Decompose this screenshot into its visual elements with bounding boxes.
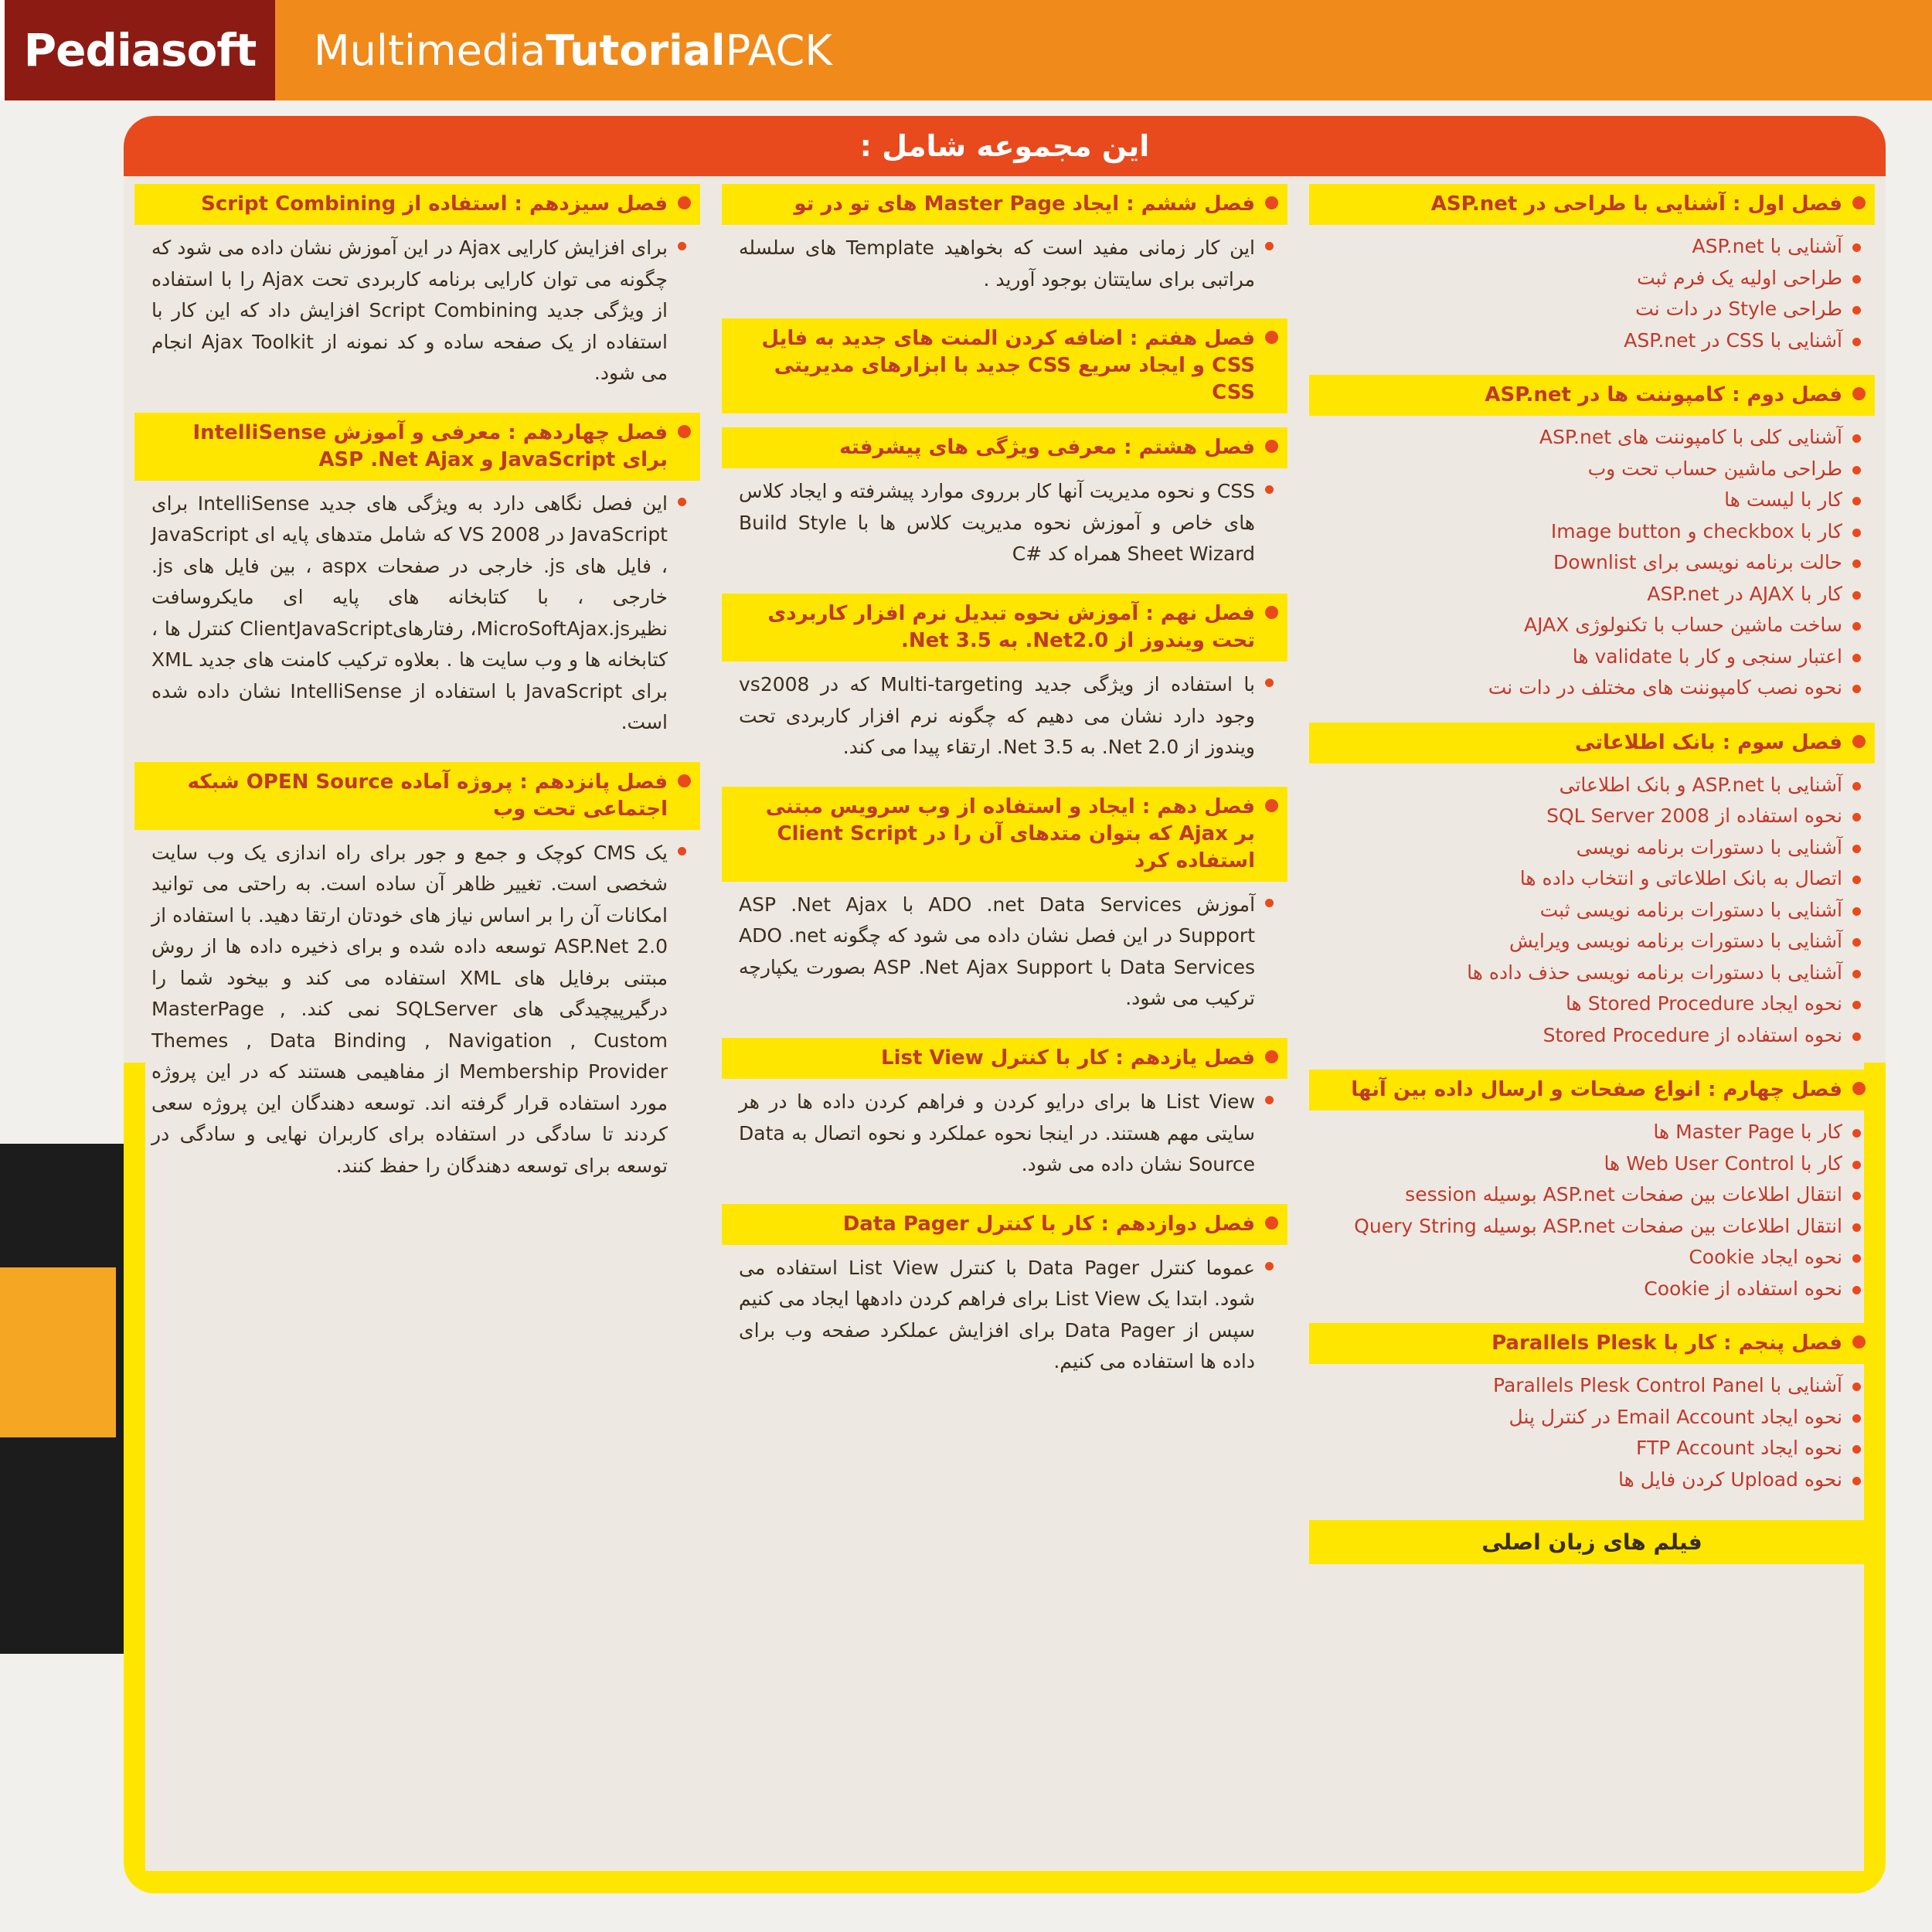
list-item-label: آشنایی با دستورات برنامه نویسی حذف داده ها: [1467, 961, 1842, 984]
list-item[interactable]: [1309, 832, 1875, 864]
chapter-item-list: [1309, 1367, 1875, 1503]
chapter-title-text: فصل پنجم : کار با Parallels Plesk: [1492, 1332, 1842, 1355]
list-item[interactable]: [1309, 579, 1875, 611]
chapter-title[interactable]: [722, 787, 1287, 882]
bullet-dot-icon: [1852, 1129, 1861, 1138]
list-item[interactable]: [1309, 1211, 1875, 1243]
bullet-dot-icon: [1852, 560, 1861, 568]
brand-name: Pediasoft: [23, 24, 257, 77]
list-item[interactable]: [1309, 863, 1875, 895]
list-item[interactable]: [1309, 516, 1875, 548]
list-item-label: آشنایی با Parallels Plesk Control Panel: [1493, 1374, 1842, 1397]
bullet-dot-icon: [1852, 497, 1861, 505]
bullet-dot-icon: [1265, 1096, 1274, 1104]
bullet-icon: [1265, 1216, 1278, 1230]
bullet-dot-icon: [1265, 899, 1274, 907]
chapter-description-text: CSS و نحوه مدیریت آنها کار برروی موارد پیشرفته و ایجاد کلاس های خاص و آموزش نحوه مدیریت کلاس ها با Build Style Sheet Wizard همراه کد #C: [739, 480, 1255, 566]
bullet-dot-icon: [1852, 243, 1861, 252]
chapter-title[interactable]: [134, 762, 700, 830]
spacer: [722, 583, 1287, 594]
chapter-title[interactable]: [1309, 375, 1875, 416]
chapter-columns: [124, 176, 1886, 1893]
chapter-description-text: با استفاده از ویژگی جدید Multi-targeting که در vs2008 وجود دارد نشان می دهیم که چگونه نرم افزار کاربردی تحت ویندوز از Net 2.0. به Net 3.5. ارتقاء پیدا می کند.: [739, 673, 1255, 759]
list-item[interactable]: [1309, 957, 1875, 989]
bullet-dot-icon: [1852, 1161, 1861, 1169]
decor-orange-block: [0, 1267, 116, 1437]
list-item-label: نحوه ایجاد FTP Account: [1636, 1437, 1842, 1460]
column-left-inner: [124, 176, 711, 1228]
chapter-title[interactable]: [1309, 1070, 1875, 1111]
chapter-title-text: فصل چهارم : انواع صفحات و ارسال داده بین آنها: [1351, 1078, 1842, 1102]
spacer: [1309, 712, 1875, 723]
chapter-title-text: فصل هشتم : معرفی ویژگی های پیشرفته: [839, 436, 1255, 460]
list-item-label: آشنایی با ASP.net: [1692, 235, 1842, 258]
bullet-dot-icon: [1852, 338, 1861, 346]
bullet-dot-icon: [1852, 1477, 1861, 1485]
bullet-icon: [1852, 1335, 1866, 1349]
chapter-description: [134, 833, 700, 1195]
bullet-dot-icon: [1852, 466, 1861, 474]
bullet-icon: [1852, 1082, 1866, 1095]
list-item-label: کار با لیست ها: [1724, 488, 1842, 512]
list-item[interactable]: [1309, 454, 1875, 485]
bullet-icon: [1265, 799, 1278, 812]
chapter-title[interactable]: [722, 594, 1287, 662]
bullet-dot-icon: [1852, 1223, 1861, 1232]
chapter-description: [134, 484, 700, 751]
spacer: [722, 308, 1287, 318]
bullet-dot-icon: [678, 498, 686, 506]
column-right-inner: [1298, 176, 1886, 1587]
spacer: [722, 417, 1287, 427]
bullet-dot-icon: [1852, 591, 1861, 600]
chapter-description: [722, 228, 1287, 308]
bullet-dot-icon: [1265, 242, 1274, 250]
list-item-label: انتقال اطلاعات بین صفحات ASP.net بوسیله Query String: [1354, 1214, 1842, 1237]
bullet-dot-icon: [1265, 485, 1274, 494]
list-item[interactable]: [1309, 926, 1875, 957]
list-item-label: ساخت ماشین حساب با تکنولوژی AJAX: [1524, 614, 1842, 637]
bullet-dot-icon: [1852, 1001, 1861, 1009]
chapter-description-text: یک CMS کوچک و جمع و جور برای راه اندازی یک وب سایت شخصی است. تغییر ظاهر آن ساده است. به راحتی می توانید امکانات آن را بر اساس نیاز های خودتان ارتقا دهید. با استفاده از ASP.Net 2.0 توسعه داده شده و برای ذخیره داده ها از روش مبتنی برفایل های XML استفاده می کند و بیخود شما را درگیرپیچیدگی های SQLServer نمی کند. MasterPage , Themes , Data Binding , Navigation , Custom Membership Provider از مفاهیمی هستند که در این پروژه مورد استفاده قرار گرفته اند. توسعه دهندگان این پروژه سعی کردند تا سادگی در استفاده برای کاربران نهایی و سادگی در توسعه برای توسعه دهندگان را حفظ کنند.: [151, 841, 668, 1177]
brand-logo: [0, 0, 275, 100]
list-item-label: کار با Master Page ها: [1653, 1121, 1842, 1144]
header-title-part1: Multimedia: [314, 26, 546, 75]
chapter-title[interactable]: [134, 184, 700, 225]
chapter-title-text: فصل دوم : کامپوننت ها در ASP.net: [1485, 383, 1842, 407]
column-middle-inner: [711, 176, 1298, 1424]
chapter-title[interactable]: [722, 1204, 1287, 1245]
list-item-label: آشنایی با دستورات برنامه نویسی ثبت: [1539, 898, 1842, 921]
chapter-title-text: فصل سیزدهم : استفاده از Script Combining: [201, 192, 668, 216]
list-item[interactable]: [1309, 1464, 1875, 1496]
list-item[interactable]: [1309, 1179, 1875, 1211]
list-item-label: نحوه ایجاد Cookie: [1689, 1246, 1842, 1269]
chapter-description-text: این کار زمانی مفید است که بخواهید Template های سلسله مراتبی برای سایتتان بوجود آورید .: [739, 236, 1255, 291]
list-item[interactable]: [1309, 770, 1875, 801]
chapter-item-list: [1309, 1114, 1875, 1312]
list-item[interactable]: [1309, 641, 1875, 673]
list-item[interactable]: [1309, 1402, 1875, 1434]
list-item-label: کار با checkbox و Image button: [1550, 519, 1842, 543]
chapter-item-list: [1309, 419, 1875, 712]
bullet-icon: [1265, 606, 1278, 619]
bullet-dot-icon: [1852, 1445, 1861, 1454]
list-item-label: آشنایی با دستورات برنامه نویسی ویرایش: [1509, 930, 1842, 953]
bullet-dot-icon: [1852, 654, 1861, 662]
list-item[interactable]: [1309, 672, 1875, 704]
chapter-title[interactable]: [1309, 1323, 1875, 1364]
list-item-label: نحوه استفاده از Cookie: [1644, 1277, 1842, 1300]
chapter-description: [722, 1248, 1287, 1390]
list-item[interactable]: [1309, 801, 1875, 832]
bullet-icon: [1265, 1050, 1278, 1063]
chapter-description: [134, 228, 700, 402]
list-item-label: طراحی ماشین حساب تحت وب: [1587, 457, 1842, 480]
card-title: این مجموعه شامل :: [124, 116, 1886, 176]
spacer: [1309, 1503, 1875, 1514]
list-item-label: طراحی Style در دات نت: [1635, 298, 1842, 321]
bullet-icon: [678, 425, 691, 438]
list-item[interactable]: [1309, 1242, 1875, 1274]
chapter-description-text: عموما کنترل Data Pager با کنترل List View استفاده می شود. ابتدا یک List View برای فراهم کردن دادهها ایجاد می کنیم سپس از Data Pager برای افزایش عملکرد صفحه وب برای داده ها استفاده می کنیم.: [739, 1256, 1255, 1373]
bullet-dot-icon: [1852, 1383, 1861, 1391]
spacer: [134, 1194, 700, 1205]
list-item[interactable]: [1309, 1274, 1875, 1305]
bullet-dot-icon: [1852, 813, 1861, 821]
bullet-icon: [1265, 440, 1278, 453]
chapter-title[interactable]: [722, 1038, 1287, 1079]
bullet-dot-icon: [1265, 1262, 1274, 1270]
list-item-label: آشنایی با دستورات برنامه نویسی: [1576, 835, 1842, 859]
chapter-title[interactable]: [722, 427, 1287, 468]
chapter-title-text: فصل دوازدهم : کار با کنترل Data Pager: [842, 1212, 1255, 1236]
list-item[interactable]: [1309, 895, 1875, 927]
chapter-description-text: List View ها برای درایو کردن و فراهم کردن داده ها در هر سایتی مهم هستند. در اینجا نحوه عملکرد و نحوه اتصال به Data Source نشان داده می شود.: [739, 1090, 1255, 1176]
bullet-icon: [1265, 196, 1278, 209]
list-item-label: آشنایی با ASP.net و بانک اطلاعاتی: [1559, 773, 1842, 796]
list-item[interactable]: [1309, 1117, 1875, 1148]
bullet-dot-icon: [1852, 845, 1861, 853]
spacer: [722, 776, 1287, 787]
spacer: [1309, 364, 1875, 375]
chapter-description-text: این فصل نگاهی دارد به ویژگی های جدید IntelliSense برای JavaScript در VS 2008 که شامل متدهای پایه ای JavaScript ، فایل های js. خارجی در صفحات aspx ، بین فایل های js. خارجی ، با کتابخانه های پایه ای مایکروسافت نظیرMicroSoftAjax.js، رفتارهایClientJavaScript کنترل ها ، کتابخانه ها و وب سایت ها . بعلاوه ترکیب کامنت های جدید XML برای JavaScript با استفاده از IntelliSense نشان داده شده است.: [151, 492, 668, 734]
chapter-title[interactable]: [134, 413, 700, 481]
chapter-title-text: فصل ششم : ایجاد Master Page های تو در تو: [794, 192, 1255, 216]
chapter-description: [722, 665, 1287, 776]
spacer: [134, 751, 700, 762]
list-item-label: اتصال به بانک اطلاعاتی و انتخاب داده ها: [1519, 867, 1842, 890]
column-left: [124, 176, 711, 1893]
bullet-dot-icon: [1852, 1414, 1861, 1423]
list-item[interactable]: [1309, 231, 1875, 263]
list-item[interactable]: [1309, 325, 1875, 357]
bullet-icon: [1852, 196, 1866, 209]
list-item[interactable]: [1309, 294, 1875, 325]
bullet-dot-icon: [1265, 679, 1274, 687]
bullet-dot-icon: [1852, 907, 1861, 916]
bullet-dot-icon: [1852, 275, 1861, 284]
list-item-label: نحوه استفاده از Stored Procedure: [1543, 1023, 1842, 1046]
spacer: [722, 1390, 1287, 1401]
list-item[interactable]: [1309, 422, 1875, 454]
header-title-part3: PACK: [725, 26, 832, 75]
spacer: [1309, 1312, 1875, 1323]
bullet-icon: [1852, 735, 1866, 748]
list-item[interactable]: [1309, 1020, 1875, 1052]
list-item[interactable]: [1309, 547, 1875, 579]
list-item[interactable]: [1309, 263, 1875, 294]
bullet-icon: [678, 196, 691, 209]
header-title-part2: Tutorial: [546, 26, 726, 75]
bullet-dot-icon: [1852, 938, 1861, 947]
list-item-label: حالت برنامه نویسی برای Downlist: [1553, 551, 1842, 574]
chapter-title-text: فصل اول : آشنایی با طراحی در ASP.net: [1430, 192, 1842, 216]
list-item-label: کار با AJAX در ASP.net: [1647, 582, 1842, 605]
bullet-dot-icon: [1852, 306, 1861, 315]
list-item-label: انتقال اطلاعات بین صفحات ASP.net بوسیله session: [1405, 1183, 1842, 1206]
chapter-title[interactable]: [722, 184, 1287, 225]
bullet-dot-icon: [678, 847, 686, 855]
chapter-title-text: فصل پانزدهم : پروژه آماده OPEN Source شبکه اجتماعی تحت وب: [187, 770, 668, 821]
list-item[interactable]: [1309, 1148, 1875, 1180]
footer-note: فیلم های زبان اصلی: [1309, 1520, 1875, 1564]
chapter-title-text: فصل چهاردهم : معرفی و آموزش IntelliSense برای JavaScript و ASP .Net Ajax: [192, 420, 668, 471]
list-item[interactable]: [1309, 1433, 1875, 1464]
column-middle: [711, 176, 1298, 1893]
bullet-dot-icon: [1852, 1254, 1861, 1263]
spacer: [722, 1027, 1287, 1038]
spacer: [1309, 1059, 1875, 1070]
list-item-label: طراحی اولیه یک فرم ثبت: [1637, 266, 1842, 289]
chapter-title-text: فصل دهم : ایجاد و استفاده از وب سرویس مبتنی بر Ajax که بتوان متدهای آن را در Client Script استفاده کرد: [765, 794, 1255, 872]
bullet-dot-icon: [1852, 685, 1861, 693]
spacer: [722, 1193, 1287, 1204]
chapter-item-list: [1309, 767, 1875, 1060]
header-title: [275, 0, 1932, 100]
chapter-description-text: آموزش ADO .net Data Services با ASP .Net Ajax Support در این فصل نشان داده می شود که چگونه ADO .net Data Services با ASP .Net Ajax Support بصورت یکپارچه ترکیب می شود.: [739, 893, 1256, 1010]
bullet-dot-icon: [1852, 1286, 1861, 1294]
decor-dark-block-bottom: [0, 1461, 135, 1654]
chapter-description-text: برای افزایش کارایی Ajax در این آموزش نشان داده می شود که چگونه می توان کارایی برنامه کاربردی تحت Ajax را با استفاده از ویژگی جدید Script Combining افزایش داد که این کار با استفاده از یک صفحه ساده و کد نمونه از Ajax Toolkit انجام می شود.: [151, 236, 668, 385]
bullet-dot-icon: [1852, 622, 1861, 631]
bullet-dot-icon: [1852, 970, 1861, 978]
column-right: [1298, 176, 1886, 1893]
list-item-label: آشنایی با CSS در ASP.net: [1624, 328, 1842, 352]
list-item-label: نحوه ایجاد Stored Procedure ها: [1565, 992, 1842, 1015]
bullet-dot-icon: [678, 242, 686, 250]
chapter-title[interactable]: [1309, 723, 1875, 764]
chapter-title-text: فصل هفتم : اضافه کردن المنت های جدید به فایل CSS و ایجاد سریع CSS جدید با ابزارهای مدیریتی CSS: [761, 327, 1255, 405]
chapter-title-text: فصل سوم : بانک اطلاعاتی: [1574, 730, 1842, 754]
list-item-label: نحوه Upload کردن فایل ها: [1618, 1468, 1842, 1491]
list-item-label: نحوه نصب کامپوننت های مختلف در دات نت: [1488, 676, 1842, 699]
list-item[interactable]: [1309, 1370, 1875, 1402]
bullet-dot-icon: [1852, 529, 1861, 537]
chapter-description: [722, 885, 1287, 1027]
list-item[interactable]: [1309, 988, 1875, 1020]
chapter-description: [722, 471, 1287, 583]
list-item[interactable]: [1309, 485, 1875, 516]
chapter-title-text: فصل یازدهم : کار با کنترل List View: [881, 1046, 1255, 1070]
content-card: [124, 116, 1886, 1893]
list-item-label: نحوه ایجاد Email Account در کنترل پنل: [1509, 1405, 1842, 1428]
spacer: [134, 402, 700, 413]
list-item-label: آشنایی کلی با کامپوننت های ASP.net: [1539, 426, 1842, 449]
bullet-dot-icon: [1852, 434, 1861, 443]
chapter-title[interactable]: [1309, 184, 1875, 225]
app-header: [0, 0, 1932, 100]
list-item-label: نحوه استفاده از SQL Server 2008: [1546, 804, 1842, 828]
chapter-description: [722, 1082, 1287, 1193]
bullet-icon: [678, 774, 691, 787]
bullet-dot-icon: [1852, 1032, 1861, 1041]
bullet-dot-icon: [1852, 1192, 1861, 1200]
bullet-icon: [1852, 387, 1866, 400]
bullet-dot-icon: [1852, 876, 1861, 884]
list-item-label: کار با Web User Control ها: [1604, 1151, 1842, 1175]
bullet-icon: [1265, 331, 1278, 344]
chapter-item-list: [1309, 228, 1875, 364]
chapter-title-text: فصل نهم : آموزش نحوه تبدیل نرم افزار کاربردی تحت ویندوز از Net2.0. به Net 3.5.: [767, 601, 1255, 653]
list-item[interactable]: [1309, 610, 1875, 641]
bullet-dot-icon: [1852, 782, 1861, 791]
chapter-title[interactable]: [722, 318, 1287, 413]
list-item-label: اعتبار سنجی و کار با validate ها: [1572, 645, 1842, 668]
